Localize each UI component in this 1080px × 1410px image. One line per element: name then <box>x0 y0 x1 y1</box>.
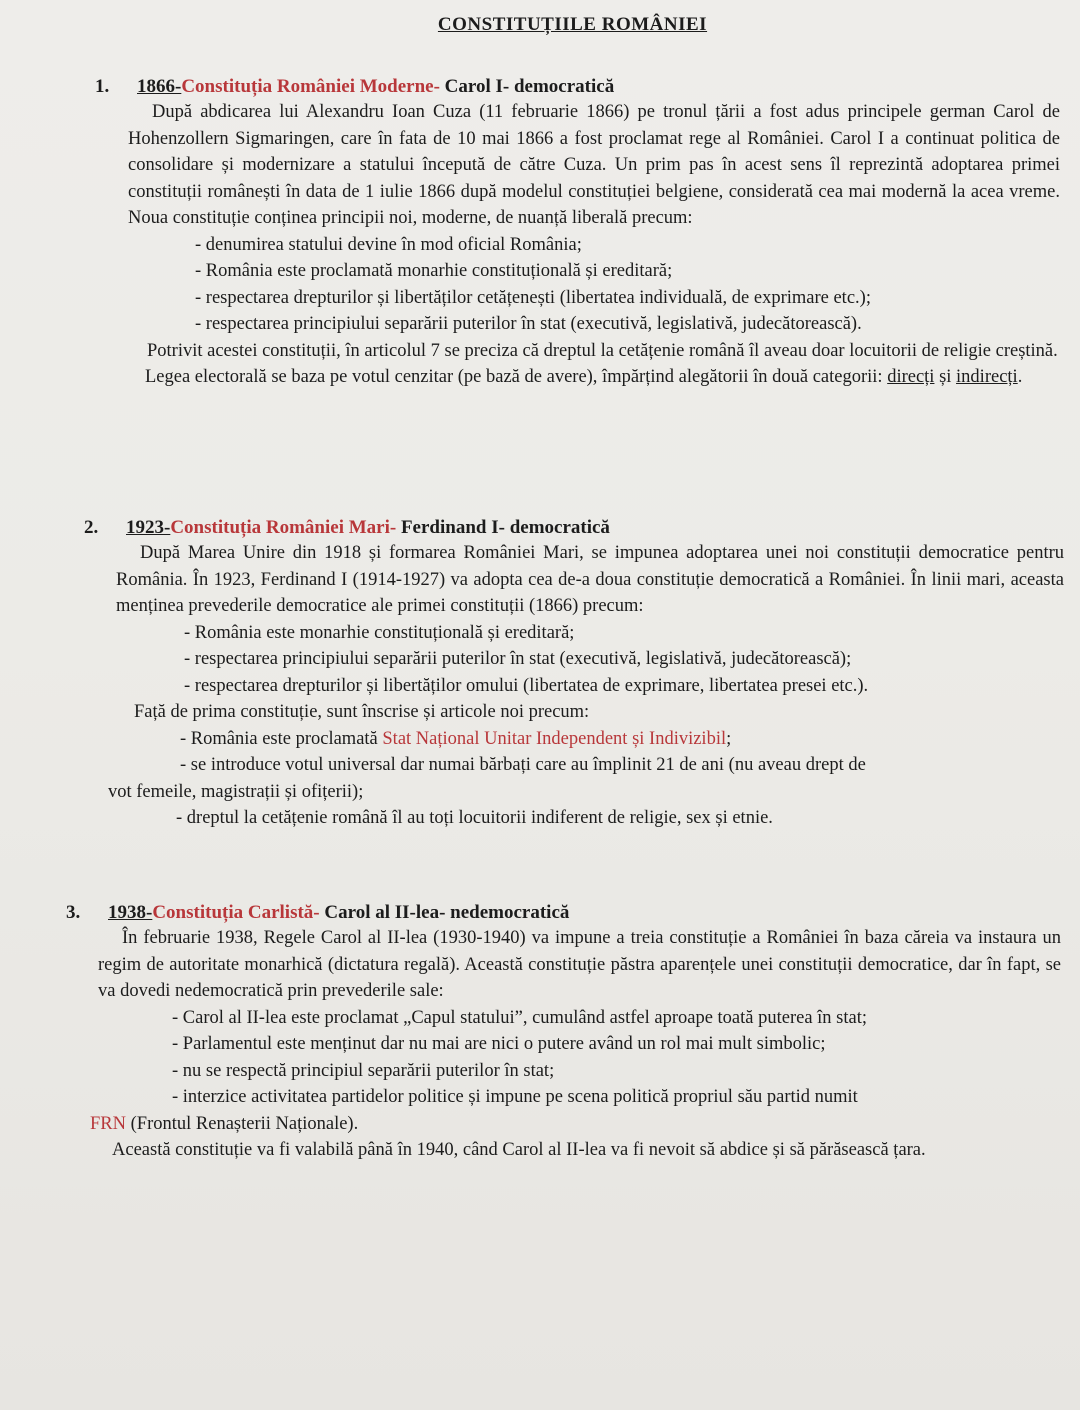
highlight-text: FRN <box>90 1113 126 1134</box>
list-item: - Carol al II-lea este proclamat „Capul statului”, cumulând astfel aproape toată puterea în stat; <box>172 1007 868 1028</box>
paragraph: Față de prima constituție, sunt înscrise și articole noi precum: <box>134 702 590 722</box>
list-item: - respectarea principiului separării puterilor în stat (executivă, legislativă, judecătorească). <box>195 314 862 334</box>
section-number: 2. <box>84 517 99 538</box>
list-item: - dreptul la cetățenie română îl au toți locuitorii indiferent de religie, sex și etnie. <box>176 808 773 828</box>
list-item: - nu se respectă principiul separării puterilor în stat; <box>172 1060 555 1081</box>
term-indirect: indirecți <box>956 367 1018 387</box>
section-heading <box>66 902 1061 924</box>
list-item: - denumirea statului devine în mod oficial România; <box>195 234 582 255</box>
section-1866 <box>95 76 1060 391</box>
section-ruler: Carol I- democratică <box>444 76 615 97</box>
section-1938 <box>66 902 1061 1164</box>
list-item: - respectarea principiului separării puterilor în stat (executivă, legislativă, judecătorească); <box>184 649 852 669</box>
list-item-text: (Frontul Renașterii Naționale). <box>130 1113 359 1134</box>
punctuation: ; <box>726 728 732 749</box>
list-item: - interzice activitatea partidelor politice și impune pe scena politică propriul său partid numit <box>172 1087 858 1107</box>
list-item-text: - România este proclamată <box>180 728 378 749</box>
list-item: - România este monarhie constituțională și ereditară; <box>184 622 575 643</box>
section-year: 1866- <box>137 76 182 97</box>
highlight-text: Stat Național Unitar Independent și Indivizibil <box>382 728 727 749</box>
section-intro: După abdicarea lui Alexandru Ioan Cuza (11 februarie 1866) pe tronul țării a fost adus principele german Carol de Hohenzollern Sigmaringen, care în fata de 10 mai 1866 a fost proclamat rege al României. Carol I a continuat politica de consolidare și modernizare a statului începută de către Cuza. Un prim pas în acest sens îl reprezintă adoptarea primei constituții românești în data de 1 iulie 1866 după modelul constituției belgiene, considerată cea mai modernă la acea vreme. Noua constituție conținea principii noi, moderne, de nuanță liberală precum: <box>128 102 1060 228</box>
paragraph: Această constituție va fi valabilă până în 1940, când Carol al II-lea va fi nevoit să abdice și să părăsească țara. <box>112 1140 926 1160</box>
bullet-list <box>184 620 1064 700</box>
bullet-list <box>195 232 1060 338</box>
list-item: - respectarea drepturilor și libertăților omului (libertatea de exprimare, libertatea presei etc.). <box>184 675 869 696</box>
section-name: Constituția României Mari- <box>170 517 397 538</box>
section-intro: După Marea Unire din 1918 și formarea României Mari, se impunea adoptarea unei noi constituții democratice pentru România. În 1923, Ferdinand I (1914-1927) va adopta cea de-a doua constituție democratică a României. În linii mari, aceasta menținea prevederile democratice ale primei constituții (1866) precum: <box>116 543 1064 616</box>
section-name: Constituția României Moderne- <box>181 76 440 97</box>
list-item-continuation <box>90 1111 1061 1138</box>
list-item-continuation: vot femeile, magistrații și ofițerii); <box>108 781 364 802</box>
page-title: CONSTITUȚIILE ROMÂNIEI <box>437 14 708 35</box>
list-item: - respectarea drepturilor și libertăților cetățenești (libertatea individuală, de exprimare etc.); <box>195 287 871 308</box>
punctuation: . <box>1017 367 1023 387</box>
term-direct: direcți <box>887 367 935 387</box>
section-ruler: Carol al II-lea- nedemocratică <box>324 902 570 923</box>
paragraph-text: Legea electorală se baza pe votul cenzitar (pe bază de avere), împărțind alegătorii în două categorii: <box>145 367 883 387</box>
section-year: 1938- <box>108 902 153 923</box>
section-1923 <box>84 517 1064 832</box>
section-heading <box>95 76 1060 98</box>
section-number: 1. <box>95 76 110 97</box>
list-item: - România este proclamată monarhie constituțională și ereditară; <box>195 261 673 281</box>
paragraph <box>121 364 1060 391</box>
paragraph: Potrivit acestei constituții, în articolul 7 se preciza că dreptul la cetățenie română îl aveau doar locuitorii de religie creștină. <box>147 340 1058 361</box>
list-item <box>180 726 1064 753</box>
section-intro: În februarie 1938, Regele Carol al II-lea (1930-1940) va impune a treia constituție a României în baza căreia va instaura un regim de autoritate monarhică (dictatura regală). Această constituție păstra aparențele unei constituții democratice, dar în fapt, se va dovedi nedemocratică prin prevederile sale: <box>98 928 1061 1001</box>
section-year: 1923- <box>126 517 171 538</box>
section-heading <box>84 517 1064 539</box>
list-item: - se introduce votul universal dar numai bărbați care au împlinit 21 de ani (nu aveau drept de <box>180 755 866 775</box>
section-ruler: Ferdinand I- democratică <box>400 517 610 538</box>
conjunction: și <box>939 367 952 387</box>
section-name: Constituția Carlistă- <box>152 902 320 923</box>
section-number: 3. <box>66 902 81 923</box>
bullet-list <box>172 1005 1061 1111</box>
list-item: - Parlamentul este menținut dar nu mai are nici o putere având un rol mai mult simbolic; <box>172 1034 826 1054</box>
